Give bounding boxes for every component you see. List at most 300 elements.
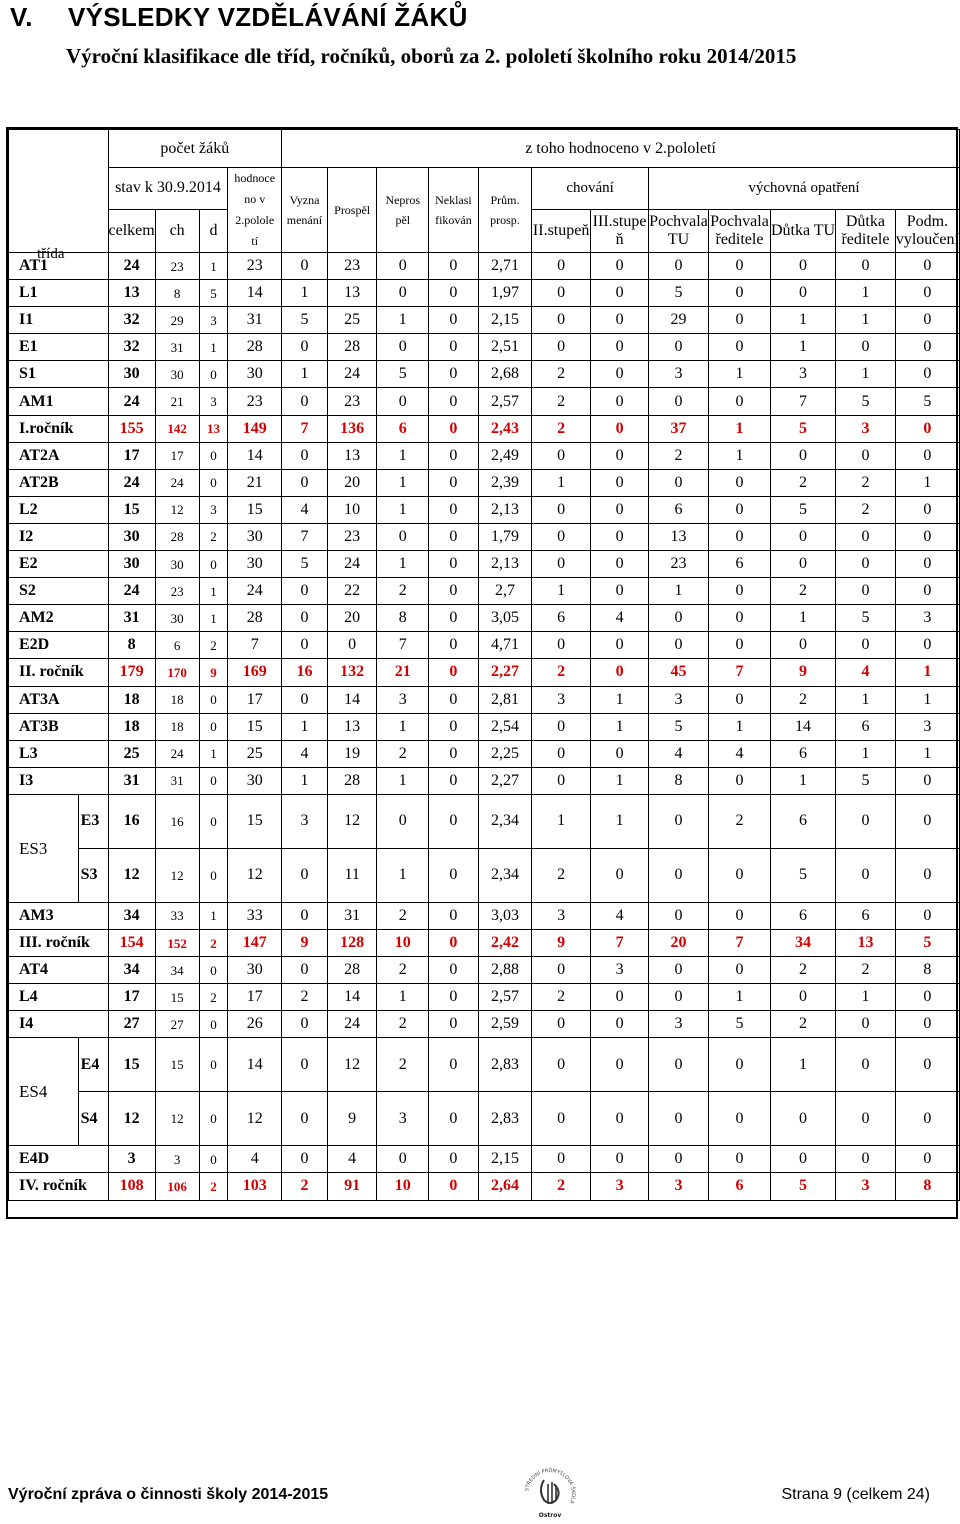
cell-value: 0 [709, 1146, 771, 1173]
cell-value: 0 [709, 632, 771, 659]
cell-value: 0 [591, 280, 649, 307]
cell-value: 24 [108, 469, 155, 496]
cell-value: 0 [591, 523, 649, 550]
cell-value: 2,81 [478, 686, 531, 713]
cell-value: 9 [532, 929, 591, 956]
cell-value: 0 [282, 632, 328, 659]
cell-value: 10 [377, 1173, 429, 1200]
cell-value: 2,71 [478, 253, 531, 280]
cell-value: 15 [155, 1038, 199, 1092]
cell-value: 1 [282, 280, 328, 307]
cell-value: 0 [836, 523, 896, 550]
cell-value: 3 [591, 1173, 649, 1200]
class-name: AM2 [9, 605, 109, 632]
cell-value: 15 [228, 794, 282, 848]
table-row [9, 388, 960, 415]
cell-value: 1 [709, 713, 771, 740]
cell-value: 25 [108, 740, 155, 767]
cell-value: 0 [895, 848, 959, 902]
cell-value: 5 [649, 713, 709, 740]
cell-value: 136 [327, 415, 377, 442]
cell-value: 0 [591, 740, 649, 767]
cell-value: 1 [836, 740, 896, 767]
cell-value: 0 [591, 1092, 649, 1146]
cell-value: 18 [108, 686, 155, 713]
cell-value: 0 [591, 415, 649, 442]
cell-value: 0 [649, 957, 709, 984]
cell-value: 1 [709, 361, 771, 388]
cell-value: 3 [155, 1146, 199, 1173]
cell-value: 6 [770, 740, 835, 767]
cell-value: 0 [709, 523, 771, 550]
table-row [9, 848, 960, 902]
cell-value: 0 [709, 334, 771, 361]
cell-value: 3 [770, 361, 835, 388]
cell-value: 2,83 [478, 1038, 531, 1092]
cell-value: 30 [108, 361, 155, 388]
class-name: I1 [9, 307, 109, 334]
cell-value: 21 [155, 388, 199, 415]
cell-value: 1 [377, 713, 429, 740]
cell-value: 0 [282, 578, 328, 605]
cell-value: 0 [770, 1092, 835, 1146]
cell-value: 1 [532, 578, 591, 605]
cell-value: 0 [282, 1146, 328, 1173]
cell-value: 5 [770, 848, 835, 902]
cell-value: 0 [532, 523, 591, 550]
header-neklasifikovan: Neklasi fikován [429, 168, 479, 253]
cell-value: 0 [895, 1038, 959, 1092]
cell-value: 31 [108, 605, 155, 632]
header-row-1 [9, 130, 960, 168]
cell-value: 24 [155, 469, 199, 496]
cell-value: 31 [327, 902, 377, 929]
cell-value: 0 [429, 794, 479, 848]
logo-city: Ostrov [538, 1512, 562, 1519]
cell-value: 0 [895, 523, 959, 550]
cell-value: 8 [377, 605, 429, 632]
cell-value: 0 [770, 632, 835, 659]
cell-value: 7 [591, 929, 649, 956]
svg-text:STŘEDNÍ PRŮMYSLOVÁ ŠKOLA [524, 1467, 576, 1505]
cell-value: 21 [228, 469, 282, 496]
cell-value: 2,13 [478, 551, 531, 578]
cell-value: 0 [591, 578, 649, 605]
header-prospel: Prospěl [327, 168, 377, 253]
table-row [9, 551, 960, 578]
cell-value: 0 [377, 794, 429, 848]
cell-value: 0 [649, 984, 709, 1011]
cell-value: 0 [836, 1011, 896, 1038]
cell-value: 34 [770, 929, 835, 956]
cell-value: 0 [532, 280, 591, 307]
header-dutka-tu: Důtka TU [770, 209, 835, 252]
cell-value: 5 [649, 280, 709, 307]
cell-value: 23 [228, 253, 282, 280]
cell-value: 2 [532, 659, 591, 686]
cell-value: 16 [108, 794, 155, 848]
cell-value: 1 [199, 578, 228, 605]
cell-value: 1 [591, 767, 649, 794]
cell-value: 5 [836, 767, 896, 794]
cell-value: 0 [429, 578, 479, 605]
cell-value: 2 [282, 1173, 328, 1200]
cell-value: 0 [709, 469, 771, 496]
table-row [9, 740, 960, 767]
cell-value: 0 [836, 1092, 896, 1146]
cell-value: 0 [199, 713, 228, 740]
cell-value: 2 [770, 469, 835, 496]
cell-value: 0 [532, 1092, 591, 1146]
cell-value: 6 [709, 1173, 771, 1200]
cell-value: 0 [532, 334, 591, 361]
table-row [9, 523, 960, 550]
cell-value: 2,49 [478, 442, 531, 469]
cell-value: 25 [228, 740, 282, 767]
cell-value: 15 [108, 1038, 155, 1092]
cell-value: 149 [228, 415, 282, 442]
cell-value: 0 [282, 902, 328, 929]
cell-value: 0 [709, 253, 771, 280]
class-sub-name: S3 [78, 848, 108, 902]
cell-value: 0 [532, 496, 591, 523]
class-name: L2 [9, 496, 109, 523]
cell-value: 0 [532, 957, 591, 984]
cell-value: 0 [429, 957, 479, 984]
class-name: AT2A [9, 442, 109, 469]
cell-value: 10 [327, 496, 377, 523]
cell-value: 0 [532, 551, 591, 578]
cell-value: 2,68 [478, 361, 531, 388]
table-row [9, 496, 960, 523]
class-name: E1 [9, 334, 109, 361]
header-pochvala-reditele: Pochvala ředitele [709, 209, 771, 252]
cell-value: 0 [591, 1146, 649, 1173]
cell-value: 28 [155, 523, 199, 550]
cell-value: 1 [199, 253, 228, 280]
cell-value: 3 [649, 1011, 709, 1038]
cell-value: 2 [199, 1173, 228, 1200]
cell-value: 0 [591, 307, 649, 334]
cell-value: 0 [709, 307, 771, 334]
cell-value: 5 [770, 415, 835, 442]
cell-value: 103 [228, 1173, 282, 1200]
class-group-name: ES3 [9, 794, 79, 902]
cell-value: 0 [591, 1011, 649, 1038]
cell-value: 24 [108, 388, 155, 415]
cell-value: 0 [377, 523, 429, 550]
cell-value: 1 [836, 686, 896, 713]
cell-value: 23 [327, 253, 377, 280]
cell-value: 1 [709, 442, 771, 469]
cell-value: 0 [709, 280, 771, 307]
table-row [9, 361, 960, 388]
cell-value: 2 [532, 388, 591, 415]
cell-value: 0 [895, 280, 959, 307]
cell-value: 14 [228, 1038, 282, 1092]
cell-value: 2,7 [478, 578, 531, 605]
cell-value: 1 [282, 713, 328, 740]
header-pocet-zaku: počet žáků [108, 130, 282, 168]
class-sub-name: E3 [78, 794, 108, 848]
table-row [9, 957, 960, 984]
cell-value: 0 [377, 334, 429, 361]
cell-value: 10 [377, 929, 429, 956]
cell-value: 0 [377, 1146, 429, 1173]
cell-value: 0 [199, 469, 228, 496]
class-name: AM3 [9, 902, 109, 929]
header-vychovna-opatreni: výchovná opatření [649, 168, 960, 210]
class-name: AT1 [9, 253, 109, 280]
cell-value: 1 [770, 334, 835, 361]
cell-value: 12 [327, 794, 377, 848]
cell-value: 0 [282, 1011, 328, 1038]
header-vyznamenani: Vyzna menání [282, 168, 328, 253]
cell-value: 0 [709, 957, 771, 984]
cell-value: 0 [649, 632, 709, 659]
cell-value: 0 [327, 632, 377, 659]
cell-value: 5 [770, 496, 835, 523]
logo-ring-text: STŘEDNÍ PRŮMYSLOVÁ ŠKOLA [524, 1467, 577, 1505]
cell-value: 0 [649, 469, 709, 496]
table-row [9, 1092, 960, 1146]
cell-value: 0 [895, 253, 959, 280]
cell-value: 0 [282, 1092, 328, 1146]
cell-value: 22 [327, 578, 377, 605]
cell-value: 108 [108, 1173, 155, 1200]
cell-value: 2 [836, 496, 896, 523]
cell-value: 1 [895, 740, 959, 767]
cell-value: 7 [282, 523, 328, 550]
cell-value: 28 [228, 605, 282, 632]
class-name: III. ročník [9, 929, 109, 956]
cell-value: 30 [155, 551, 199, 578]
cell-value: 0 [895, 984, 959, 1011]
section-number: V. [10, 2, 33, 32]
cell-value: 1 [770, 307, 835, 334]
cell-value: 3 [836, 415, 896, 442]
cell-value: 2 [377, 578, 429, 605]
cell-value: 2,39 [478, 469, 531, 496]
cell-value: 24 [228, 578, 282, 605]
cell-value: 0 [649, 1146, 709, 1173]
cell-value: 29 [155, 307, 199, 334]
cell-value: 0 [836, 334, 896, 361]
cell-value: 0 [429, 767, 479, 794]
cell-value: 7 [770, 388, 835, 415]
table-row [9, 280, 960, 307]
cell-value: 0 [649, 334, 709, 361]
cell-value: 0 [649, 1092, 709, 1146]
cell-value: 1 [377, 767, 429, 794]
header-celkem: celkem [108, 209, 155, 252]
cell-value: 28 [228, 334, 282, 361]
cell-value: 30 [155, 605, 199, 632]
cell-value: 24 [108, 253, 155, 280]
cell-value: 13 [649, 523, 709, 550]
cell-value: 1 [282, 361, 328, 388]
cell-value: 2 [709, 794, 771, 848]
table-row [9, 307, 960, 334]
class-name: L3 [9, 740, 109, 767]
cell-value: 7 [282, 415, 328, 442]
cell-value: 0 [429, 605, 479, 632]
cell-value: 28 [327, 334, 377, 361]
cell-value: 0 [591, 496, 649, 523]
cell-value: 0 [649, 848, 709, 902]
cell-value: 2 [836, 957, 896, 984]
cell-value: 0 [532, 442, 591, 469]
cell-value: 0 [649, 253, 709, 280]
cell-value: 6 [770, 902, 835, 929]
cell-value: 0 [199, 1092, 228, 1146]
cell-value: 1 [709, 984, 771, 1011]
cell-value: 17 [155, 442, 199, 469]
cell-value: 155 [108, 415, 155, 442]
cell-value: 0 [429, 469, 479, 496]
cell-value: 2 [199, 523, 228, 550]
cell-value: 0 [429, 1146, 479, 1173]
cell-value: 3 [591, 957, 649, 984]
cell-value: 1 [199, 334, 228, 361]
cell-value: 0 [895, 334, 959, 361]
cell-value: 0 [895, 1011, 959, 1038]
total-row [9, 929, 960, 956]
cell-value: 170 [155, 659, 199, 686]
cell-value: 0 [836, 253, 896, 280]
cell-value: 2 [532, 984, 591, 1011]
cell-value: 0 [199, 361, 228, 388]
cell-value: 0 [836, 442, 896, 469]
cell-value: 0 [429, 632, 479, 659]
cell-value: 23 [327, 388, 377, 415]
table-row [9, 605, 960, 632]
cell-value: 2,25 [478, 740, 531, 767]
cell-value: 0 [429, 361, 479, 388]
class-sub-name: E4 [78, 1038, 108, 1092]
table-row [9, 713, 960, 740]
cell-value: 0 [429, 496, 479, 523]
cell-value: 0 [591, 659, 649, 686]
cell-value: 1 [770, 1038, 835, 1092]
header-ii-stupen: II.stupeň [532, 209, 591, 252]
cell-value: 3 [282, 794, 328, 848]
cell-value: 14 [327, 686, 377, 713]
cell-value: 0 [429, 280, 479, 307]
cell-value: 0 [282, 388, 328, 415]
cell-value: 25 [327, 307, 377, 334]
cell-value: 0 [282, 469, 328, 496]
cell-value: 32 [108, 307, 155, 334]
cell-value: 1,97 [478, 280, 531, 307]
cell-value: 0 [591, 334, 649, 361]
cell-value: 0 [895, 902, 959, 929]
header-prumerny-prospech: Prům. prosp. [478, 168, 531, 253]
cell-value: 24 [327, 551, 377, 578]
cell-value: 16 [155, 794, 199, 848]
cell-value: 4 [709, 740, 771, 767]
cell-value: 12 [108, 1092, 155, 1146]
cell-value: 0 [836, 632, 896, 659]
classification-table [8, 129, 960, 1201]
cell-value: 6 [532, 605, 591, 632]
cell-value: 0 [199, 767, 228, 794]
header-pochvala-tu: Pochvala TU [649, 209, 709, 252]
cell-value: 6 [649, 496, 709, 523]
cell-value: 0 [429, 1038, 479, 1092]
cell-value: 37 [649, 415, 709, 442]
cell-value: 0 [199, 1146, 228, 1173]
cell-value: 23 [649, 551, 709, 578]
table-row [9, 632, 960, 659]
cell-value: 0 [709, 1092, 771, 1146]
cell-value: 0 [895, 307, 959, 334]
cell-value: 0 [282, 442, 328, 469]
cell-value: 5 [836, 388, 896, 415]
cell-value: 0 [199, 848, 228, 902]
cell-value: 0 [770, 984, 835, 1011]
cell-value: 1 [282, 767, 328, 794]
cell-value: 2 [770, 578, 835, 605]
cell-value: 4 [591, 605, 649, 632]
cell-value: 24 [327, 361, 377, 388]
table-subtitle: Výroční klasifikace dle tříd, ročníků, oborů za 2. pololetí školního roku 2014/2015 [66, 44, 797, 68]
cell-value: 0 [282, 334, 328, 361]
cell-value: 3 [199, 388, 228, 415]
cell-value: 1 [377, 984, 429, 1011]
cell-value: 29 [649, 307, 709, 334]
cell-value: 0 [429, 523, 479, 550]
cell-value: 34 [155, 957, 199, 984]
cell-value: 3 [895, 605, 959, 632]
cell-value: 5 [282, 307, 328, 334]
cell-value: 2,51 [478, 334, 531, 361]
cell-value: 1 [649, 578, 709, 605]
cell-value: 1 [770, 767, 835, 794]
cell-value: 0 [282, 848, 328, 902]
cell-value: 14 [327, 984, 377, 1011]
cell-value: 1 [377, 496, 429, 523]
cell-value: 24 [327, 1011, 377, 1038]
cell-value: 0 [199, 1038, 228, 1092]
cell-value: 0 [591, 1038, 649, 1092]
cell-value: 18 [155, 686, 199, 713]
cell-value: 0 [709, 1038, 771, 1092]
cell-value: 2 [770, 1011, 835, 1038]
cell-value: 0 [895, 578, 959, 605]
cell-value: 13 [327, 280, 377, 307]
header-chovani: chování [532, 168, 649, 210]
class-name: E4D [9, 1146, 109, 1173]
cell-value: 32 [108, 334, 155, 361]
cell-value: 9 [770, 659, 835, 686]
cell-value: 0 [895, 1146, 959, 1173]
cell-value: 0 [591, 848, 649, 902]
cell-value: 0 [532, 767, 591, 794]
cell-value: 0 [770, 280, 835, 307]
cell-value: 27 [108, 1011, 155, 1038]
cell-value: 2,27 [478, 659, 531, 686]
cell-value: 3,05 [478, 605, 531, 632]
cell-value: 1 [591, 713, 649, 740]
cell-value: 2 [770, 686, 835, 713]
cell-value: 1 [199, 605, 228, 632]
cell-value: 0 [532, 307, 591, 334]
cell-value: 2 [377, 957, 429, 984]
cell-value: 3 [836, 1173, 896, 1200]
cell-value: 2,83 [478, 1092, 531, 1146]
total-row [9, 415, 960, 442]
